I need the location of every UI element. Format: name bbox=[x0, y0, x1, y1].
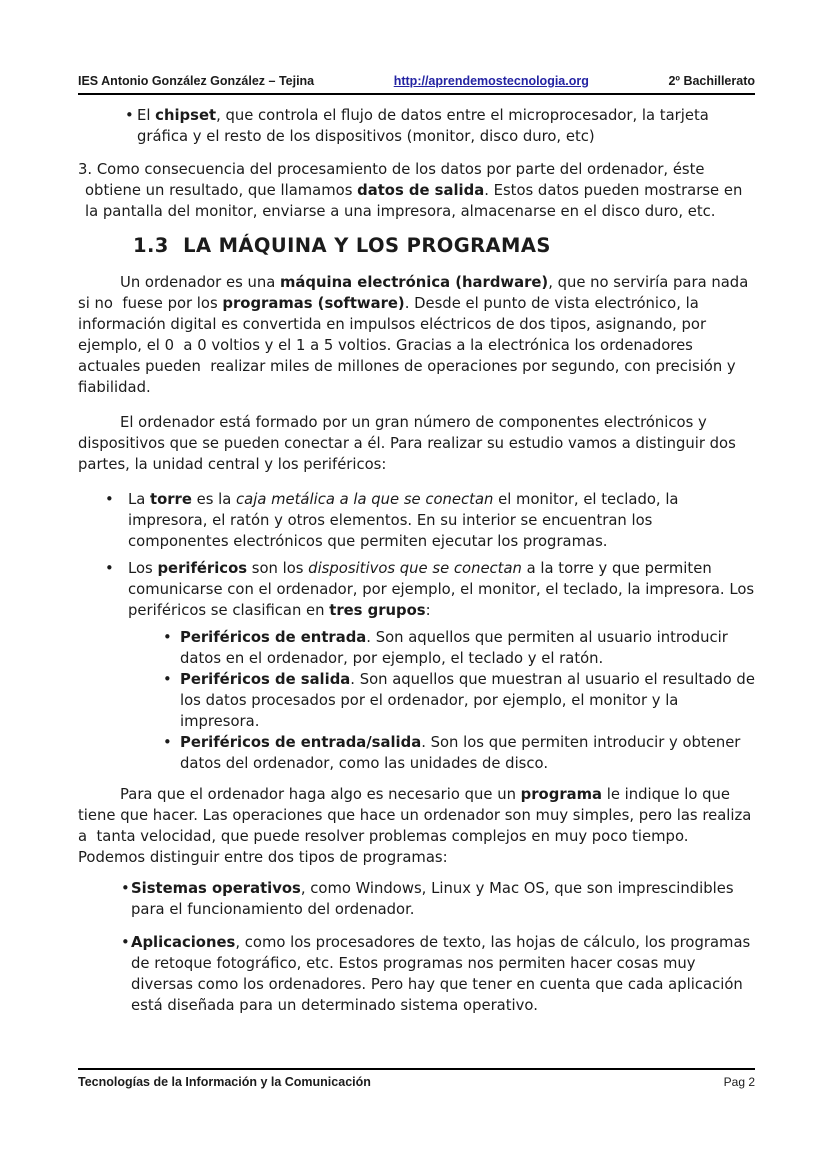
bullet-icon: • bbox=[121, 880, 130, 897]
program-paragraph: Para que el ordenador haga algo es necesario que un programa le indique lo que tiene que hacer. Las operaciones que hace un ordenador son muy simples, pero las realiza a tanta velocidad, que puede resolver problemas complejos en muy poco tiempo. Podemos distinguir entre dos tipos de programas: bbox=[78, 786, 757, 866]
header-school-name: IES Antonio González González – Tejina bbox=[78, 74, 315, 88]
output-peripherals-text: Periféricos de salida. Son aquellos que muestran al usuario el resultado de los datos procesados por el ordenador, por ejemplo, el monitor y la impresora. bbox=[180, 671, 760, 730]
hardware-software-paragraph: Un ordenador es una máquina electrónica (hardware), que no serviría para nada si no fuese por los programas (software). Desde el punto de vista electrónico, la información digital es convertida en impulsos eléctricos de dos tipos, asignando, por ejemplo, el 0 a 0 voltios y el 1 a 5 voltios. Gracias a la electrónica los ordenadores actuales pueden realizar miles de millones de operaciones por segundo, con precisión y fiabilidad. bbox=[78, 274, 753, 396]
page-header bbox=[78, 74, 755, 95]
peripherals-bullet-item bbox=[105, 558, 759, 621]
header-row bbox=[78, 74, 755, 88]
io-peripherals-text: Periféricos de entrada/salida. Son los que permiten introducir y obtener datos del ordenador, como las unidades de disco. bbox=[180, 734, 746, 772]
bullet-icon: • bbox=[105, 560, 114, 577]
bullet-icon: • bbox=[121, 934, 130, 951]
bullet-icon: • bbox=[163, 734, 172, 751]
output-data-paragraph: 3. Como consecuencia del procesamiento de los datos por parte del ordenador, éste obtiene un resultado, que llamamos datos de salida. Estos datos pueden mostrarse en la pantalla del monitor, enviarse a una impresora, almacenarse en el disco duro, etc. bbox=[78, 161, 748, 220]
peripherals-bullet-text: Los periféricos son los dispositivos que se conectan a la torre y que permiten comunicarse con el ordenador, por ejemplo, el monitor, el teclado, la impresora. Los periféricos se clasifican en tres grupos: bbox=[128, 560, 759, 619]
applications-text: Aplicaciones, como los procesadores de texto, las hojas de cálculo, los programas de retoque fotográfico, etc. Estos programas nos permiten hacer cosas muy diversas como los ordenadores. Pero hay que tener en cuenta que cada aplicación está diseñada para un determinado sistema operativo. bbox=[131, 934, 755, 1014]
bullet-icon: • bbox=[163, 671, 172, 688]
operating-systems-item bbox=[121, 878, 755, 920]
input-peripherals-text: Periféricos de entrada. Son aquellos que permiten al usuario introducir datos en el ordenador, por ejemplo, el teclado y el ratón. bbox=[180, 629, 733, 667]
peripherals-sublist bbox=[78, 627, 760, 774]
document-body bbox=[78, 97, 760, 1016]
bullet-icon: • bbox=[125, 107, 134, 124]
footer-title: Tecnologías de la Información y la Comunicación bbox=[78, 1075, 371, 1089]
header-site-link[interactable]: http://aprendemostecnologia.org bbox=[393, 74, 589, 88]
applications-item bbox=[121, 932, 755, 1016]
tower-bullet-item bbox=[105, 489, 755, 552]
header-link-container bbox=[314, 74, 668, 88]
chipset-bullet-item bbox=[125, 105, 755, 147]
bullet-icon: • bbox=[105, 491, 114, 508]
footer-page-number: Pag 2 bbox=[723, 1075, 755, 1089]
tower-bullet-text: La torre es la caja metálica a la que se conectan el monitor, el teclado, la impresora, el ratón y otros elementos. En su interior se encuentran los componentes electrónicos que permiten ejecutar los programas. bbox=[128, 491, 684, 550]
io-peripherals-item bbox=[163, 732, 755, 774]
page-footer bbox=[78, 1068, 755, 1089]
header-course-level: 2º Bachillerato bbox=[668, 74, 755, 88]
operating-systems-text: Sistemas operativos, como Windows, Linux y Mac OS, que son imprescindibles para el funcionamiento del ordenador. bbox=[131, 880, 739, 918]
chipset-bullet-text: El chipset, que controla el flujo de datos entre el microprocesador, la tarjeta gráfica y el resto de los dispositivos (monitor, disco duro, etc) bbox=[137, 107, 714, 145]
input-peripherals-item bbox=[163, 627, 755, 669]
components-paragraph: El ordenador está formado por un gran número de componentes electrónicos y dispositivos que se pueden conectar a él. Para realizar su estudio vamos a distinguir dos partes, la unidad central y los periféricos: bbox=[78, 414, 741, 473]
output-peripherals-item bbox=[163, 669, 760, 732]
section-heading: 1.3 LA MÁQUINA Y LOS PROGRAMAS bbox=[133, 234, 551, 257]
bullet-icon: • bbox=[163, 629, 172, 646]
